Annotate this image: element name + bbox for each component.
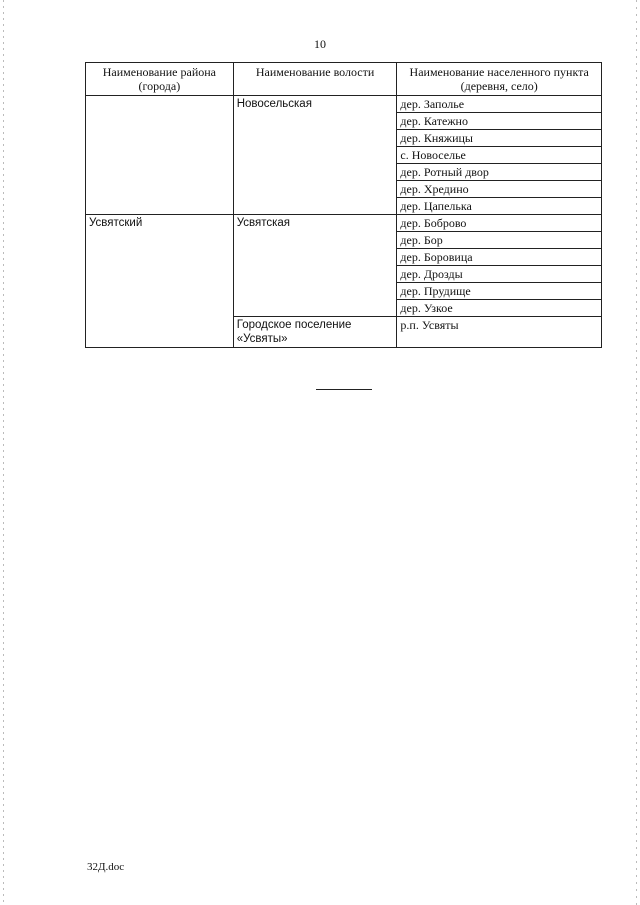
volost-cell: Усвятская bbox=[233, 215, 397, 317]
volost-cell: Городское поселение «Усвяты» bbox=[233, 317, 397, 348]
settlement-cell: дер. Катежно bbox=[397, 113, 602, 130]
settlement-cell: дер. Ротный двор bbox=[397, 164, 602, 181]
settlement-cell: р.п. Усвяты bbox=[397, 317, 602, 348]
separator-line bbox=[316, 389, 372, 390]
scan-edge-left bbox=[3, 0, 4, 905]
settlement-cell: дер. Дрозды bbox=[397, 266, 602, 283]
page-number: 10 bbox=[314, 37, 326, 51]
settlement-cell: с. Новоселье bbox=[397, 147, 602, 164]
scan-edge-right bbox=[636, 0, 637, 905]
settlement-cell: дер. Боброво bbox=[397, 215, 602, 232]
district-cell bbox=[86, 96, 234, 215]
table-row bbox=[86, 96, 602, 113]
table-row bbox=[86, 215, 602, 232]
settlement-cell: дер. Боровица bbox=[397, 249, 602, 266]
settlement-cell: дер. Цапелька bbox=[397, 198, 602, 215]
header-district: Наименование района (города) bbox=[86, 63, 234, 96]
settlement-cell: дер. Княжицы bbox=[397, 130, 602, 147]
settlement-cell: дер. Хредино bbox=[397, 181, 602, 198]
settlement-cell: дер. Заполье bbox=[397, 96, 602, 113]
header-settlement: Наименование населенного пункта (деревня, село) bbox=[397, 63, 602, 96]
footer-filename: 32Д.doc bbox=[87, 861, 125, 873]
header-volost: Наименование волости bbox=[233, 63, 397, 96]
settlements-table bbox=[85, 62, 602, 348]
settlement-cell: дер. Бор bbox=[397, 232, 602, 249]
district-cell: Усвятский bbox=[86, 215, 234, 348]
volost-cell: Новосельская bbox=[233, 96, 397, 215]
settlement-cell: дер. Прудище bbox=[397, 283, 602, 300]
settlement-cell: дер. Узкое bbox=[397, 300, 602, 317]
table-header-row bbox=[86, 63, 602, 96]
